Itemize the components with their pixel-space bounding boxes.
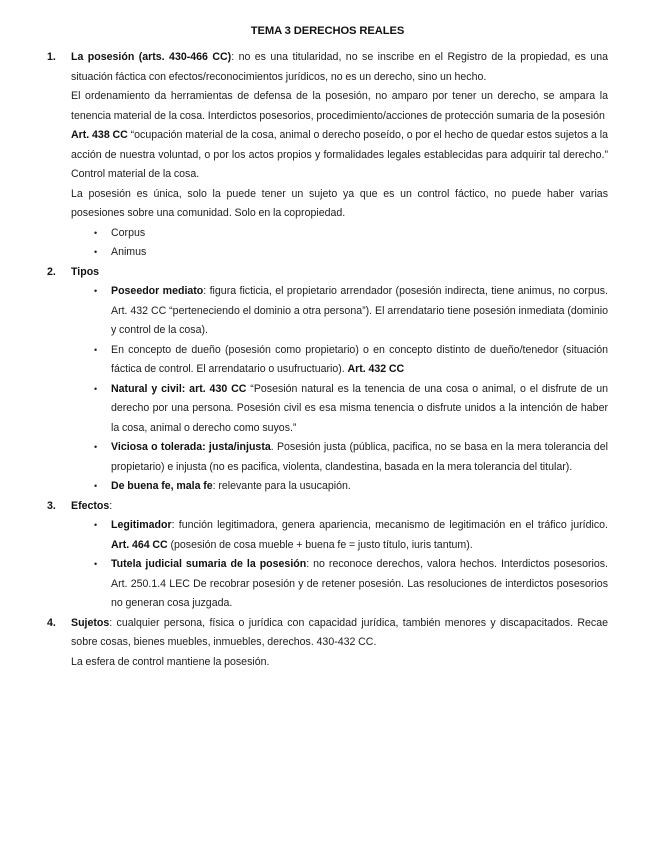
bullet-icon: • <box>94 442 98 452</box>
bullet-lead-bold: Legitimador <box>111 519 172 531</box>
bullet-icon: • <box>94 286 98 296</box>
bullet-icon: • <box>94 344 98 355</box>
list-item <box>71 243 608 263</box>
list-number: 1. <box>47 51 56 63</box>
bullet-icon: • <box>94 559 98 569</box>
list-item <box>71 555 608 614</box>
bullet-list <box>71 516 608 614</box>
bullet-text: : figura ficticia, el propietario arrendador (posesión indirecta, tiene animus, no corpus. Art. 432 CC “perteneciendo el dominio a otra persona”). El arrendatario tiene posesión inmediata (dominio y control de la cosa). <box>111 285 608 336</box>
section-heading-paragraph <box>71 48 608 87</box>
bullet-paragraph <box>111 555 608 614</box>
section-heading-paragraph <box>71 263 608 283</box>
bullet-text: : función legitimadora, genera apariencia, mecanismo de legitimación en el tráfico jurídico. <box>171 519 608 531</box>
list-item <box>71 477 608 497</box>
bullet-lead-bold: Natural y civil: art. 430 CC <box>111 382 247 395</box>
numbered-item <box>47 497 608 614</box>
list-item <box>71 224 608 244</box>
section-heading-bold: La posesión (arts. 430-466 CC) <box>71 51 232 63</box>
numbered-item <box>47 614 608 673</box>
section-heading-rest: : no es una titularidad, no se inscribe en el Registro de la propiedad, es una situación fáctica con efectos/reconocimientos jurídicos, no es un derecho, sino un hecho. <box>71 51 609 83</box>
bullet-lead-bold: Poseedor mediato <box>111 285 204 297</box>
bullet-icon: • <box>94 520 98 530</box>
bullet-icon: • <box>94 227 98 238</box>
list-number: 4. <box>47 616 56 629</box>
list-item <box>71 380 608 439</box>
section-heading-bold: Tipos <box>71 265 100 278</box>
list-item <box>71 516 608 555</box>
section-heading-paragraph <box>71 614 608 653</box>
numbered-item <box>47 48 608 263</box>
bullet-paragraph <box>111 341 608 380</box>
bullet-text: “Posesión natural es la tenencia de una cosa o animal, o el disfrute de un derecho por una persona. Posesión civil es esa misma tenencia o disfrute unidos a la intención de haber la cosa, animal o derecho como suyos.” <box>111 382 608 434</box>
body-paragraph <box>71 87 608 126</box>
list-number: 2. <box>47 265 56 278</box>
bullet-text: Corpus <box>111 226 146 239</box>
bullet-paragraph <box>111 282 608 341</box>
bullet-paragraph <box>111 477 608 497</box>
section-heading-bold: Efectos <box>71 499 110 512</box>
body-paragraph: La esfera de control mantiene la posesión. <box>71 655 270 668</box>
bullet-text-continued: (posesión de cosa mueble + buena fe = justo título, iuris tantum). <box>167 538 473 551</box>
article-reference: Art. 438 CC <box>71 129 128 141</box>
section-heading-bold: Sujetos <box>71 616 110 629</box>
document-body <box>0 38 655 672</box>
list-item <box>71 438 608 477</box>
bullet-lead-bold: De buena fe, mala fe <box>111 480 213 492</box>
list-item <box>71 282 608 341</box>
paragraph-text: “ocupación material de la cosa, animal o derecho poseído, o por el hecho de quedar estos sujetos a la acción de nuestra voluntad, o por los actos propios y formalidades legales establecidas para adquirir tal derecho.” Control material de la cosa. <box>71 129 608 180</box>
section-heading-rest: : <box>109 499 113 512</box>
body-paragraph <box>71 185 608 224</box>
section-heading-rest: : cualquier persona, física o jurídica con capacidad jurídica, también menores y discapacitados. Recae sobre cosas, bienes muebles, inmuebles, derechos. 430-432 CC. <box>71 616 608 648</box>
list-item <box>71 341 608 380</box>
paragraph-text: El ordenamiento da herramientas de defensa de la posesión, no amparo por tener un derecho, se ampara la tenencia material de la cosa. Interdictos posesorios, procedimiento/acciones de protección sumaria de la posesión <box>71 90 608 122</box>
bullet-paragraph <box>111 380 608 439</box>
bullet-icon: • <box>94 383 98 394</box>
article-reference: Art. 432 CC <box>347 363 405 375</box>
section-heading-paragraph <box>71 497 608 517</box>
bullet-lead-bold: Tutela judicial sumaria de la posesión <box>111 558 307 570</box>
bullet-paragraph <box>111 438 608 477</box>
bullet-text: : relevante para la usucapión. <box>212 480 351 492</box>
list-number: 3. <box>47 499 56 512</box>
bullet-text: Animus <box>111 246 147 258</box>
bullet-text: En concepto de dueño (posesión como propietario) o en concepto distinto de dueño/tenedor (situación fáctica de control. El arrendatario o usufructuario). <box>111 343 608 375</box>
bullet-icon: • <box>94 481 98 491</box>
bullet-list <box>71 224 608 263</box>
body-paragraph <box>71 126 608 185</box>
paragraph-text: La posesión es única, solo la puede tener un sujeto ya que es un control fáctico, no puede haber varias posesiones sobre una comunidad. Solo en la copropiedad. <box>71 187 608 219</box>
bullet-list <box>71 282 608 497</box>
bullet-text: : no reconoce derechos, valora hechos. Interdictos posesorios. Art. 250.1.4 LEC De recobrar posesión y de retener posesión. Las resoluciones de interdictos posesorios no generan cosa juzgada. <box>111 558 608 609</box>
article-reference: Art. 464 CC <box>111 538 168 551</box>
bullet-text: . Posesión justa (pública, pacifica, no se basa en la mera tolerancia del propietario) e injusta (no es pacifica, violenta, clandestina, basada en la mera tolerancia del titular). <box>111 441 609 473</box>
bullet-lead-bold: Viciosa o tolerada: justa/injusta <box>111 441 271 453</box>
numbered-item <box>47 263 608 497</box>
page-title: TEMA 3 DERECHOS REALES <box>250 25 405 37</box>
bullet-paragraph <box>111 516 608 555</box>
bullet-icon: • <box>94 247 98 257</box>
